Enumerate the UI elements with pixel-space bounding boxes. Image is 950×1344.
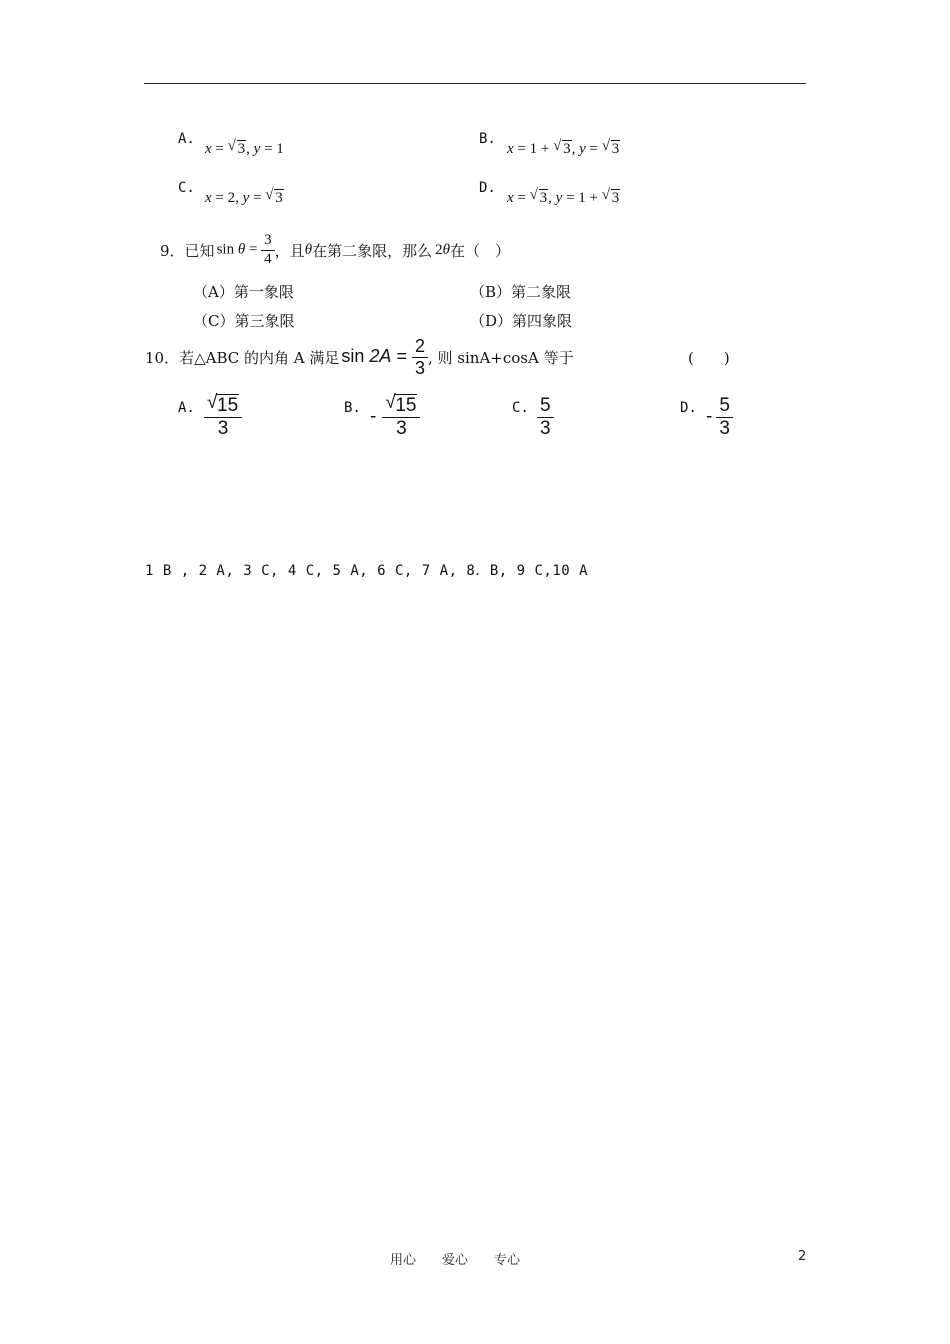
q9-cond: 在第二象限，那么	[312, 241, 433, 260]
q9-formula: sin θ = $\frac{3}{4}$	[217, 233, 275, 268]
q9-option-a: （A）第一象限	[193, 283, 294, 301]
q10-lead: 若△ABC 的内角 A 满足	[179, 348, 340, 367]
q10-answer-paren: ( )	[688, 349, 730, 367]
q8-option-d-math: x = √ 3, y = 1 + √ 3	[507, 187, 620, 206]
q10-option-d-label: D.	[680, 400, 697, 416]
q9-option-b: （B）第二象限	[470, 283, 572, 301]
q10-stem	[145, 333, 574, 381]
q9-lead: 已知	[184, 241, 215, 260]
q8-option-b-math: x = 1 + √ 3, y = √ 3	[507, 138, 620, 157]
q9-two-theta: 2θ	[435, 241, 450, 258]
q10-option-b-label: B.	[344, 400, 361, 416]
footer-center-text: 用心 爱心 专心	[390, 1253, 521, 1268]
header-rule	[144, 83, 806, 84]
q10-option-a-label: A.	[178, 400, 195, 416]
q10-option-c-label: C.	[512, 400, 529, 416]
q10-option-d-value: - $\frac{5}{3}$	[706, 396, 733, 439]
q8-option-d-label: D.	[479, 180, 496, 196]
q9-stem: 9． 已知 sin θ = $\frac{3}{4}$ ，且 θ 在第二象限，那么 2θ 在（ ）	[160, 231, 510, 267]
q10-option-b-value: - √ 15 3	[370, 396, 420, 439]
q8-option-b-label: B.	[479, 131, 496, 147]
q10-formula: sin 2A = $\frac{2}{3}$	[341, 337, 428, 378]
q9-option-d: （D）第四象限	[470, 312, 573, 330]
q8-option-c-math: x = 2, y = √ 3	[205, 187, 283, 206]
q9-number: 9．	[160, 241, 185, 260]
q8-option-a-math: x = √ 3, y = 1	[205, 138, 284, 157]
answer-key: 1 B , 2 A, 3 C, 4 C, 5 A, 6 C, 7 A, 8．B, 9 C,10 A	[145, 563, 589, 579]
q10-tail: , 则 sinA+cosA 等于	[427, 348, 574, 367]
page-number: 2	[798, 1249, 807, 1264]
q9-mid: ，且	[274, 241, 305, 260]
q9-option-c: （C）第三象限	[193, 312, 295, 330]
q10-option-a-value: √ 15 3	[204, 396, 242, 439]
q10-option-c-value: $\frac{5}{3}$	[537, 396, 554, 439]
q9-tail: 在（ ）	[449, 241, 510, 260]
q8-option-c-label: C.	[178, 180, 195, 196]
q8-option-a-label: A.	[178, 131, 195, 147]
q10-number: 10．	[145, 348, 180, 367]
